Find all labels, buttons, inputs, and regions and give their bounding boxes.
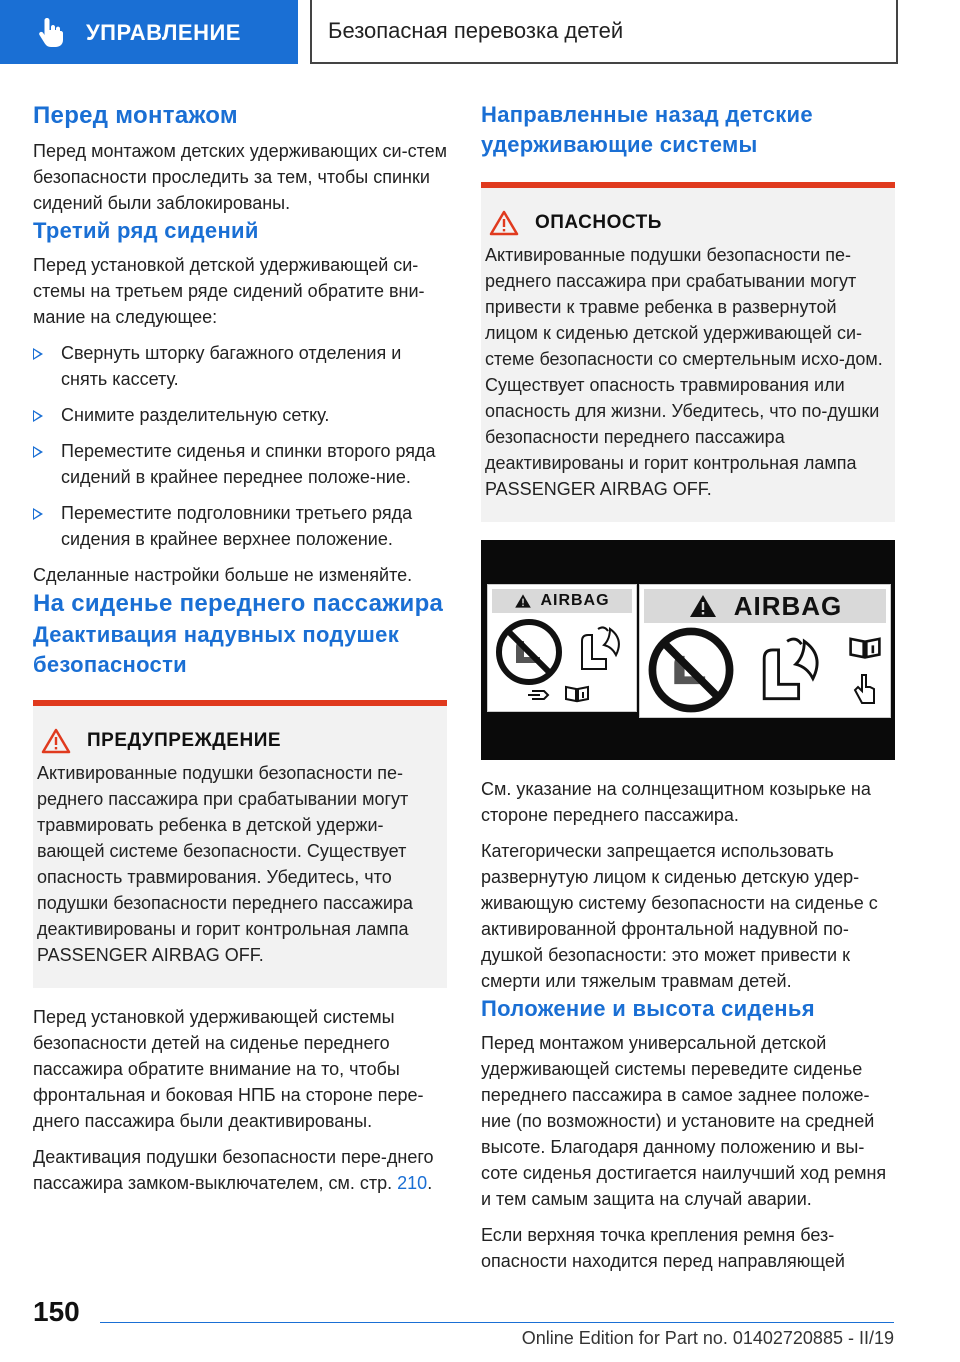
- list-item: Переместите сиденья и спинки второго ряда сидений в крайнее переднее положе-ние.: [33, 438, 447, 490]
- warning-triangle-icon: [489, 210, 519, 236]
- airbag-label-small-text: AIRBAG: [540, 592, 610, 609]
- danger-box: [481, 182, 895, 522]
- paragraph-deactivation-switch: Деактивация подушки безопасности пере-днего пассажира замком-выключателем, см. стр. 210.: [33, 1147, 434, 1193]
- warning-title-row: [33, 728, 447, 754]
- paragraph-third-row: Перед установкой детской удерживающей си-стемы на третьем ряде сидений обратите вни-мание на следующее:: [33, 255, 425, 327]
- no-rear-facing-child-seat-icon: [494, 617, 564, 687]
- list-item: Снимите разделительную сетку.: [33, 402, 447, 428]
- list-item: Переместите подголовники третьего ряда сидения в крайнее верхнее положение.: [33, 500, 447, 552]
- paragraph-install-front: Перед установкой удерживающей системы безопасности детей на сиденье переднего пассажира обратите внимание на то, чтобы фронтальная и боковая НПБ на стороне пере-днего пассажира были деактивированы.: [33, 1007, 424, 1131]
- warning-title: ПРЕДУПРЕЖДЕНИЕ: [87, 730, 282, 751]
- warning-triangle-icon: [514, 593, 532, 609]
- danger-title-row: [481, 210, 895, 236]
- paragraph-sun-visor: См. указание на солнцезащитном козырьке на стороне переднего пассажира.: [481, 779, 871, 825]
- heading-front-passenger-seat: На сиденье переднего пассажира: [33, 590, 444, 617]
- airbag-label-large-text: AIRBAG: [733, 590, 843, 621]
- steps-list: [33, 340, 447, 552]
- warning-triangle-icon: [688, 593, 718, 619]
- manual-book-icon: [848, 635, 882, 661]
- paragraph-belt-anchor: Если верхняя точка крепления ремня без-опасности находится перед направляющей: [481, 1225, 845, 1271]
- airbag-deploy-icon: [570, 619, 630, 679]
- manual-book-icon: [564, 685, 590, 703]
- paragraph-seat-position: Перед монтажом универсальной детской удерживающей системы переведите сиденье переднего пассажира в самое заднее положе-ние (по возможности) и установите на средней высоте. Благодаря данному положению и вы-соте сиденья достигается наилучший ход ремня и тем самым защита на случай аварии.: [481, 1033, 887, 1209]
- warning-text: Активированные подушки безопасности пе-реднего пассажира при срабатывании могут травмировать ребенка в детской удержи-вающей системе безопасности. Существует опасность травмирования. Убедитесь, что подушки безопасности переднего пассажира деактивированы и горит контрольная лампа PASSENGER AIRBAG OFF.: [37, 763, 413, 965]
- pointing-hand-icon: [852, 673, 878, 707]
- triangle-bullet-icon: [33, 508, 43, 520]
- heading-third-row: Третий ряд сидений: [33, 218, 259, 243]
- heading-deactivate-airbags: Деактивация надувных подушек безопасности: [33, 622, 400, 677]
- footer-divider: [100, 1322, 894, 1323]
- header-section-tab[interactable]: [0, 0, 298, 64]
- header-topic-label: Безопасная перевозка детей: [328, 18, 624, 43]
- heading-before-mounting: Перед монтажом: [33, 102, 238, 129]
- header-topic: [310, 0, 898, 64]
- hand-pointer-icon: [36, 16, 66, 48]
- airbag-label-small: [487, 584, 637, 712]
- right-column: [481, 100, 895, 1274]
- footer-edition: Online Edition for Part no. 01402720885 - II/19: [521, 1328, 894, 1348]
- page-reference-link[interactable]: 210: [397, 1173, 428, 1193]
- airbag-label-large: [639, 584, 891, 718]
- triangle-bullet-icon: [33, 446, 43, 458]
- heading-seat-position-height: Положение и высота сиденья: [481, 996, 815, 1021]
- left-column: [33, 100, 447, 1196]
- page-number: 150: [33, 1296, 80, 1327]
- no-rear-facing-child-seat-icon: [646, 625, 736, 715]
- warning-triangle-icon: [41, 728, 71, 754]
- triangle-bullet-icon: [33, 410, 43, 422]
- paragraph-before-mounting: Перед монтажом детских удерживающих си-стем безопасности проследить за тем, чтобы спинки сидений были заблокированы.: [33, 141, 448, 213]
- warning-box: [33, 700, 447, 988]
- header-section-label: УПРАВЛЕНИЕ: [86, 20, 241, 45]
- danger-title: ОПАСНОСТЬ: [535, 212, 662, 233]
- paragraph-prohibition: Категорически запрещается использовать развернутую лицом к сиденью детскую удер-живающую систему безопасности на сиденье с активированной фронтальной надувной по-душкой безопасности: это может привести к смерти или тяжелым травмам детей.: [481, 841, 878, 991]
- danger-text: Активированные подушки безопасности пе-реднего пассажира при срабатывании могут привести к травме ребенка в развернутой лицом к сиденью детской удерживающей си-стеме безопасности со смертельным исхо-дом. Существует опасность травмирования или опасность для жизни. Убедитесь, что по-душки безопасности переднего пассажира деактивированы и горит контрольная лампа PASSENGER AIRBAG OFF.: [485, 245, 883, 499]
- pointing-hand-icon: [526, 685, 554, 703]
- paragraph-settings-note: Сделанные настройки больше не изменяйте.: [33, 565, 413, 585]
- airbag-deploy-icon: [744, 627, 836, 713]
- heading-rear-facing-seats: Направленные назад детские удерживающие системы: [481, 102, 813, 157]
- triangle-bullet-icon: [33, 348, 43, 360]
- list-item: Свернуть шторку багажного отделения и снять кассету.: [33, 340, 447, 392]
- airbag-label-photo: [481, 540, 895, 760]
